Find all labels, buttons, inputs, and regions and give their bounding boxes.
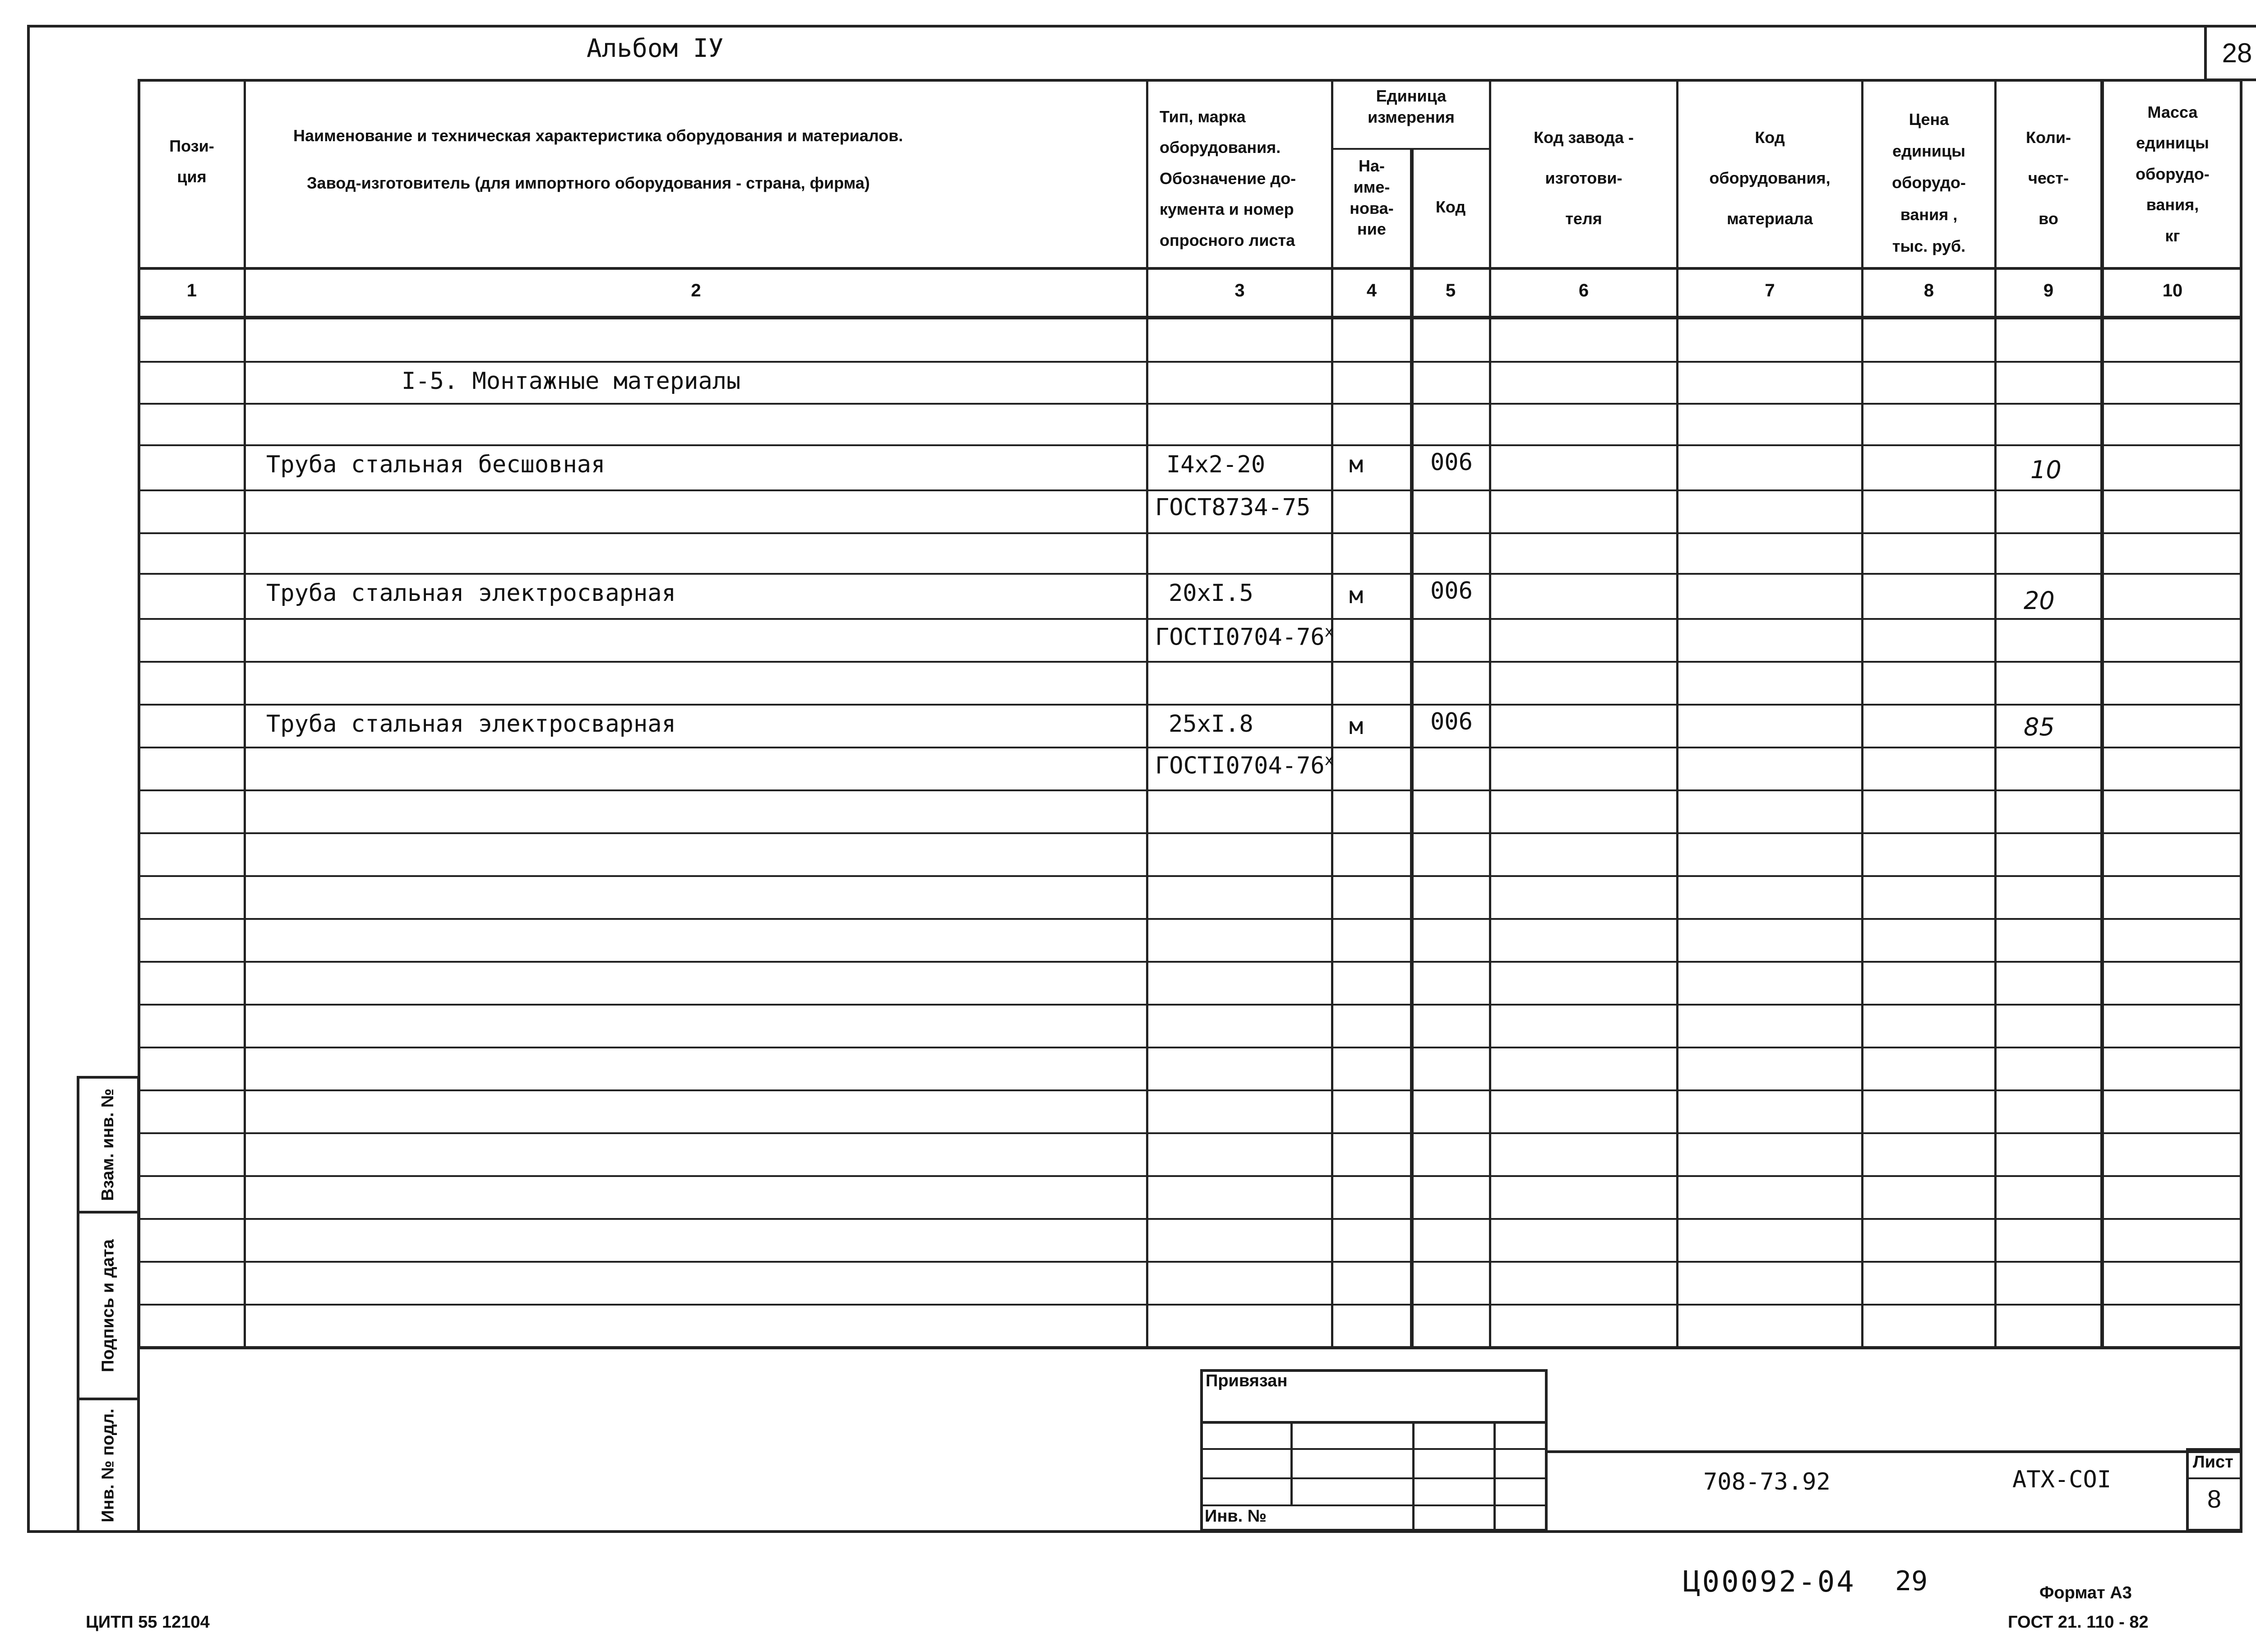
- row-line: [138, 489, 2242, 491]
- item-unit: м: [1349, 451, 1364, 478]
- side-label-podpis: [77, 1211, 140, 1400]
- header-col10-line: вания,: [2146, 195, 2199, 214]
- header-col6-line: теля: [1565, 209, 1602, 228]
- row-line: [138, 1218, 2242, 1220]
- stamp-line: [1493, 1421, 1496, 1532]
- header-col10-line: единицы: [2136, 134, 2209, 152]
- header-col3-line: Обозначение до-: [1160, 169, 1296, 188]
- item-doc: ГОСТ8734-75: [1155, 494, 1311, 521]
- section-title: I-5. Монтажные материалы: [402, 368, 741, 395]
- row-line: [138, 961, 2242, 963]
- header-unit-name-line: име-: [1353, 177, 1390, 196]
- row-line: [138, 918, 2242, 920]
- header-unit-code: Код: [1435, 198, 1466, 216]
- col-number: 9: [2043, 281, 2054, 300]
- sheet-number: 28: [2204, 27, 2256, 81]
- side-label-text: Подпись и дата: [98, 1239, 118, 1372]
- doc-code-line: [1548, 1450, 2242, 1453]
- side-label-inv: [77, 1398, 140, 1533]
- header-col8-line: Цена: [1909, 110, 1949, 129]
- header-unit-name-line: нова-: [1350, 198, 1394, 217]
- album-title: Альбом IУ: [587, 34, 724, 63]
- col-number: 1: [186, 281, 197, 300]
- format-label: Формат A3: [2039, 1583, 2132, 1602]
- header-col9: [1997, 117, 2100, 239]
- gost-label: ГОСТ 21. 110 - 82: [2008, 1613, 2149, 1632]
- header-unit-name: [1333, 156, 1410, 240]
- list-box-line: [2186, 1477, 2242, 1479]
- row-line: [138, 747, 2242, 748]
- row-line: [138, 661, 2242, 663]
- handwritten-code: Ц00092-04: [1683, 1565, 1856, 1599]
- col-number: 6: [1578, 281, 1589, 300]
- row-line: [138, 1175, 2242, 1177]
- col-number: 4: [1366, 281, 1377, 300]
- header-col6-line: изготови-: [1545, 169, 1623, 187]
- header-bottom-line: [138, 267, 2242, 270]
- row-line: [138, 1047, 2242, 1048]
- col-number: 2: [691, 281, 701, 300]
- row-line: [138, 1089, 2242, 1091]
- item-name: Труба стальная электросварная: [266, 711, 676, 738]
- header-col7-line: материала: [1727, 209, 1813, 228]
- col-sep-4-5: [1410, 149, 1414, 1349]
- privyazan-label: Привязан: [1206, 1371, 1288, 1390]
- item-unit-code: 006: [1430, 449, 1473, 476]
- item-unit-code: 006: [1430, 577, 1473, 605]
- header-col3-line: кумента и номер: [1160, 200, 1294, 219]
- doc-mark: АТХ-COI: [2012, 1466, 2112, 1493]
- col-number: 10: [2162, 281, 2183, 300]
- title-block-top: [138, 1347, 2242, 1349]
- item-type: 20xI.5: [1169, 580, 1253, 607]
- stamp-line: [1412, 1421, 1415, 1532]
- header-col3-line: оборудования.: [1160, 138, 1281, 157]
- item-unit: м: [1349, 582, 1364, 609]
- side-label-vzam: [77, 1076, 140, 1214]
- row-line: [138, 1004, 2242, 1006]
- header-col7: [1678, 117, 1861, 239]
- row-line: [138, 532, 2242, 534]
- item-doc-text: ГОСТI0704-76: [1155, 623, 1325, 651]
- item-doc: [1155, 623, 1334, 651]
- item-name: Труба стальная электросварная: [266, 580, 676, 607]
- header-col6-line: Код завода -: [1534, 128, 1634, 147]
- row-line: [138, 573, 2242, 575]
- header-unit-line: измерения: [1368, 107, 1455, 126]
- col-number: 8: [1923, 281, 1934, 300]
- row-line: [138, 444, 2242, 446]
- header-col3-line: Тип, марка: [1160, 107, 1246, 126]
- side-label-text: Инв. № подл.: [98, 1408, 118, 1523]
- header-col8: [1863, 104, 1994, 262]
- col-number: 7: [1765, 281, 1775, 300]
- unit-subheader-line: [1331, 148, 1491, 150]
- row-line: [138, 1304, 2242, 1306]
- doc-code: 708-73.92: [1703, 1468, 1831, 1495]
- numbers-bottom-line: [138, 316, 2242, 319]
- header-col1-line: Пози-: [169, 137, 214, 155]
- header-col3-line: опросного листа: [1160, 231, 1295, 249]
- row-line: [138, 704, 2242, 706]
- list-label: Лист: [2193, 1453, 2233, 1472]
- header-unit: [1333, 86, 1489, 128]
- item-doc-text: ГОСТI0704-76: [1155, 752, 1325, 780]
- col-number: 5: [1445, 281, 1456, 300]
- row-line: [138, 832, 2242, 834]
- inv-no-label: Инв. №: [1205, 1507, 1267, 1526]
- header-col10-line: кг: [2165, 226, 2180, 245]
- item-unit: м: [1349, 713, 1364, 740]
- header-col8-line: тыс. руб.: [1892, 236, 1966, 255]
- header-col8-line: оборудо-: [1892, 173, 1966, 192]
- item-type: 25xI.8: [1169, 711, 1253, 738]
- title-block-bottom: [27, 1530, 2242, 1533]
- header-unit-line: Единица: [1376, 87, 1447, 105]
- header-col7-line: оборудования,: [1709, 169, 1831, 187]
- header-col9-line: Коли-: [2025, 128, 2071, 147]
- header-col10-line: Масса: [2147, 103, 2198, 121]
- col-number: 3: [1234, 281, 1245, 300]
- header-col8-line: единицы: [1892, 142, 1965, 161]
- tsitp-label: ЦИТП 55 12104: [86, 1613, 210, 1632]
- item-doc-mark: x: [1324, 751, 1334, 769]
- row-line: [138, 618, 2242, 620]
- item-name: Труба стальная бесшовная: [266, 451, 606, 478]
- header-col8-line: вания ,: [1900, 205, 1958, 224]
- item-doc: [1155, 751, 1334, 779]
- header-col1: [140, 131, 244, 193]
- header-col2-subtitle: Завод-изготовитель (для импортного оборудования - страна, фирма): [307, 174, 870, 192]
- row-line: [138, 403, 2242, 405]
- item-quantity: 10: [2030, 456, 2062, 484]
- item-type: I4x2-20: [1166, 451, 1266, 478]
- header-col2-title: Наименование и техническая характеристика оборудования и материалов.: [293, 126, 903, 145]
- row-line: [138, 1132, 2242, 1134]
- item-quantity: 20: [2024, 586, 2055, 615]
- stamp-line: [1290, 1421, 1293, 1504]
- handwritten-number: 29: [1895, 1565, 1928, 1597]
- header-col9-line: во: [2039, 209, 2058, 228]
- side-label-text: Взам. инв. №: [98, 1088, 118, 1201]
- header-col10: [2103, 97, 2242, 251]
- header-unit-name-line: ние: [1357, 220, 1386, 239]
- list-number: 8: [2207, 1485, 2222, 1513]
- header-unit-name-line: На-: [1358, 157, 1385, 175]
- header-col3: [1160, 102, 1296, 256]
- item-quantity: 85: [2024, 713, 2055, 741]
- header-col7-line: Код: [1755, 128, 1785, 147]
- row-line: [138, 789, 2242, 791]
- row-line: [138, 361, 2242, 363]
- header-col1-line: ция: [177, 167, 207, 186]
- header-col6: [1491, 117, 1676, 239]
- header-col10-line: оборудо-: [2136, 164, 2210, 183]
- row-line: [138, 1261, 2242, 1263]
- row-line: [138, 875, 2242, 877]
- item-doc-mark: x: [1324, 623, 1334, 641]
- item-unit-code: 006: [1430, 708, 1473, 735]
- header-col9-line: чест-: [2028, 169, 2069, 187]
